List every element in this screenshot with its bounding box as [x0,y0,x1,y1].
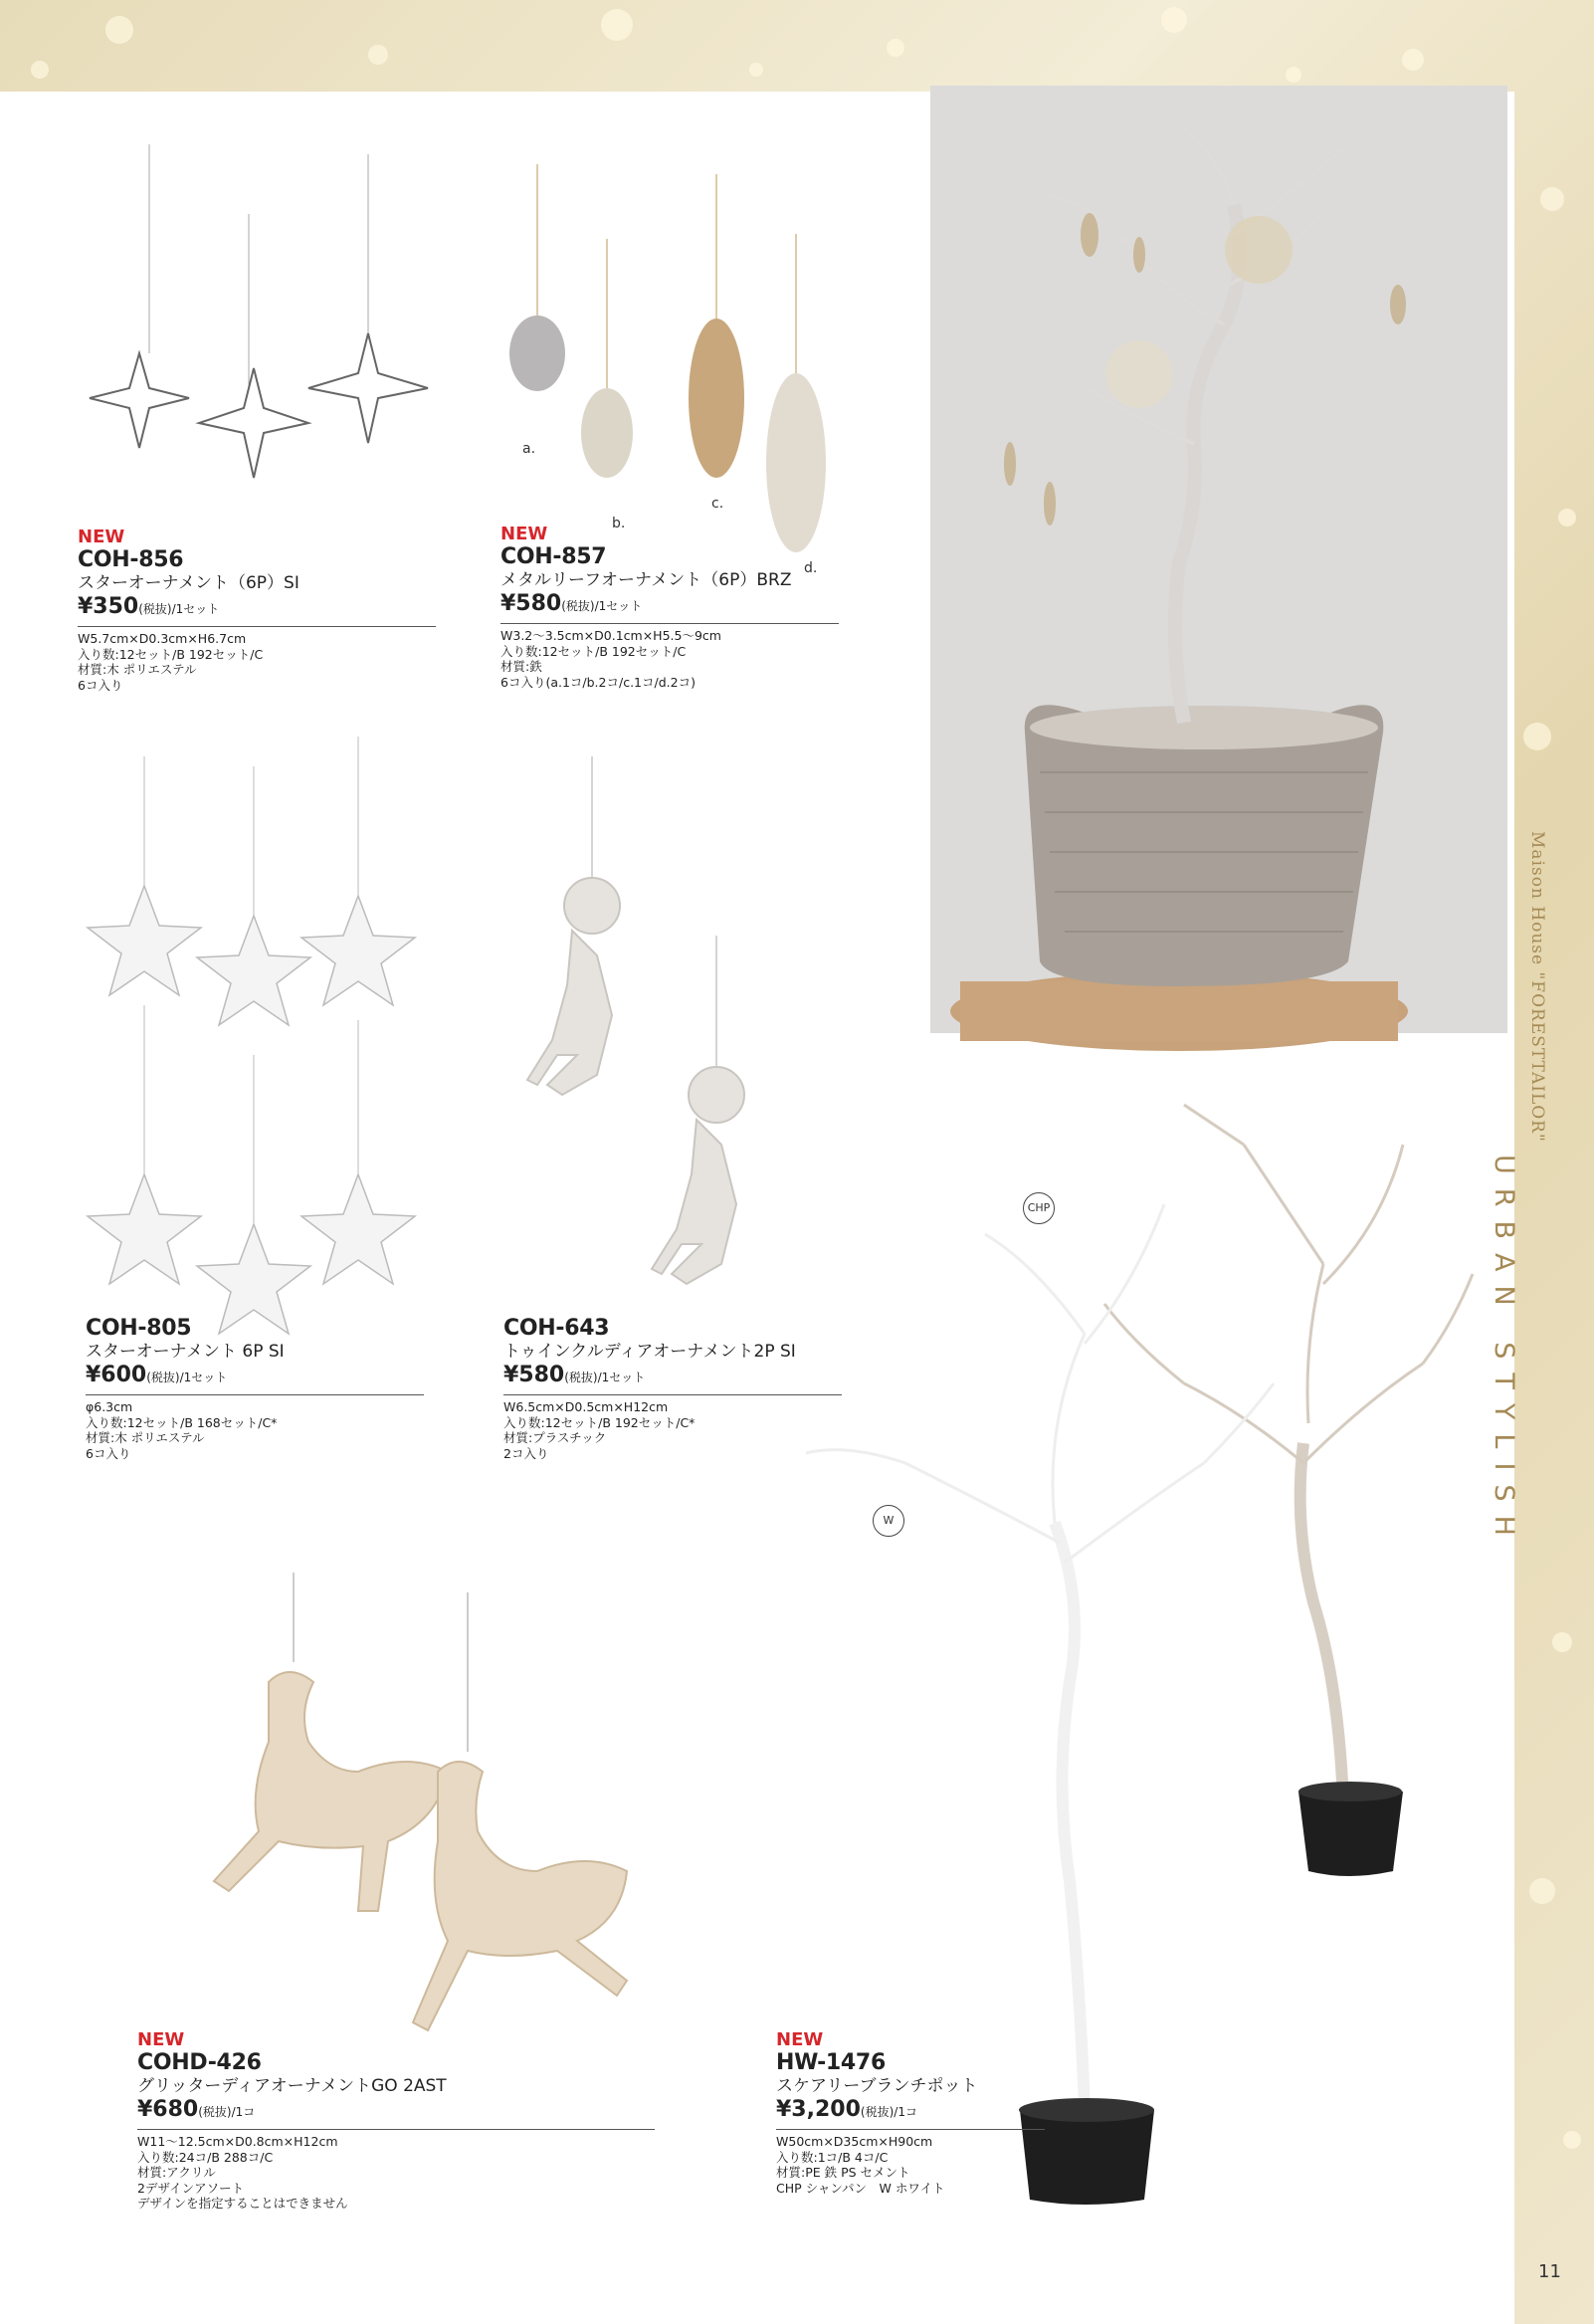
new-badge: NEW [78,527,125,547]
product-price: ¥350(税抜)/1セット [78,594,220,619]
product-spec: 2デザインアソート [137,2180,245,2196]
product-code: COH-856 [78,547,184,572]
product-spec: W50cm×D35cm×H90cm [776,2134,933,2149]
product-spec: W6.5cm×D0.5cm×H12cm [503,1399,669,1414]
product-spec: 材質:アクリル [137,2165,216,2180]
product-spec: 入り数:12セット/B 192セット/C [78,646,264,662]
side-collection-text: URBAN STYLISH [1489,1155,1519,1550]
product-spec: 入り数:1コ/B 4コ/C [776,2149,889,2165]
product-code: COH-857 [500,544,607,569]
product-code: COHD-426 [137,2050,262,2075]
leaf-label-b: b. [612,516,626,531]
product-price: ¥580(税抜)/1セット [500,591,643,616]
product-name: メタルリーフオーナメント（6P）BRZ [500,570,792,590]
metal-leaf-ornament-image [488,159,846,576]
leaf-label-c: c. [711,496,724,512]
glitter-deer-gold-ornament-image [149,1573,667,2070]
product-code: COH-805 [86,1316,192,1341]
silver-tree-in-pot-photo [930,86,1507,1033]
product-spec: φ6.3cm [86,1399,133,1414]
product-price: ¥680(税抜)/1コ [137,2097,256,2122]
product-spec: 入り数:12セット/B 192セット/C [500,643,687,659]
product-spec: 6コ入り [86,1445,131,1461]
product-spec: 材質:プラスチック [503,1430,607,1445]
product-spec: 2コ入り [503,1445,549,1461]
product-spec: デザインを指定することはできません [137,2196,348,2211]
product-spec: CHP シャンパン W ホワイト [776,2180,945,2196]
product-spec: 材質:木 ポリエステル [86,1430,205,1445]
product-spec: 材質:木 ポリエステル [78,662,197,677]
product-spec: W3.2～3.5cm×D0.1cm×H5.5～9cm [500,628,721,643]
twinkle-deer-ornament-image [517,756,816,1314]
product-cohd-426 [137,2030,655,2212]
side-brand-text: Maison House "FORESTTAILOR" [1527,831,1547,1143]
product-name: スターオーナメント 6P SI [86,1342,285,1362]
product-name: グリッターディアオーナメントGO 2AST [137,2076,447,2096]
page-number: 11 [1538,2261,1561,2282]
product-name: スターオーナメント（6P）SI [78,573,299,593]
new-badge: NEW [137,2029,185,2050]
leaf-label-d: d. [804,560,818,576]
product-coh-643 [503,1316,842,1461]
product-coh-856 [78,528,436,693]
badge-champagne: CHP [1023,1192,1055,1224]
product-hw-1476 [776,2030,1045,2196]
product-spec: 材質:PE 鉄 PS セメント [776,2165,910,2180]
product-name: トゥインクルディアオーナメント2P SI [503,1342,796,1362]
product-spec: 入り数:12セット/B 192セット/C* [503,1414,696,1430]
white-star-ornament-image [80,737,438,1334]
product-price: ¥600(税抜)/1セット [86,1363,228,1387]
new-badge: NEW [776,2029,824,2050]
leaf-label-a: a. [522,441,536,457]
product-spec: 材質:鉄 [500,659,542,674]
product-price: ¥3,200(税抜)/1コ [776,2097,917,2122]
product-spec: 入り数:24コ/B 288コ/C [137,2149,274,2165]
product-spec: 6コ入り(a.1コ/b.2コ/c.1コ/d.2コ) [500,674,696,690]
product-coh-857 [500,525,839,690]
new-badge: NEW [500,524,548,544]
product-code: HW-1476 [776,2050,886,2075]
product-coh-805 [86,1316,424,1461]
product-spec: 6コ入り [78,677,123,693]
product-price: ¥580(税抜)/1セット [503,1363,646,1387]
product-code: COH-643 [503,1316,610,1341]
room-photo [930,86,1507,1033]
product-spec: W5.7cm×D0.3cm×H6.7cm [78,631,247,646]
badge-white: W [873,1505,904,1537]
product-name: スケアリーブランチポット [776,2076,978,2096]
product-spec: 入り数:12セット/B 168セット/C* [86,1414,278,1430]
product-spec: W11～12.5cm×D0.8cm×H12cm [137,2134,338,2149]
star-ornament-image [70,139,448,528]
